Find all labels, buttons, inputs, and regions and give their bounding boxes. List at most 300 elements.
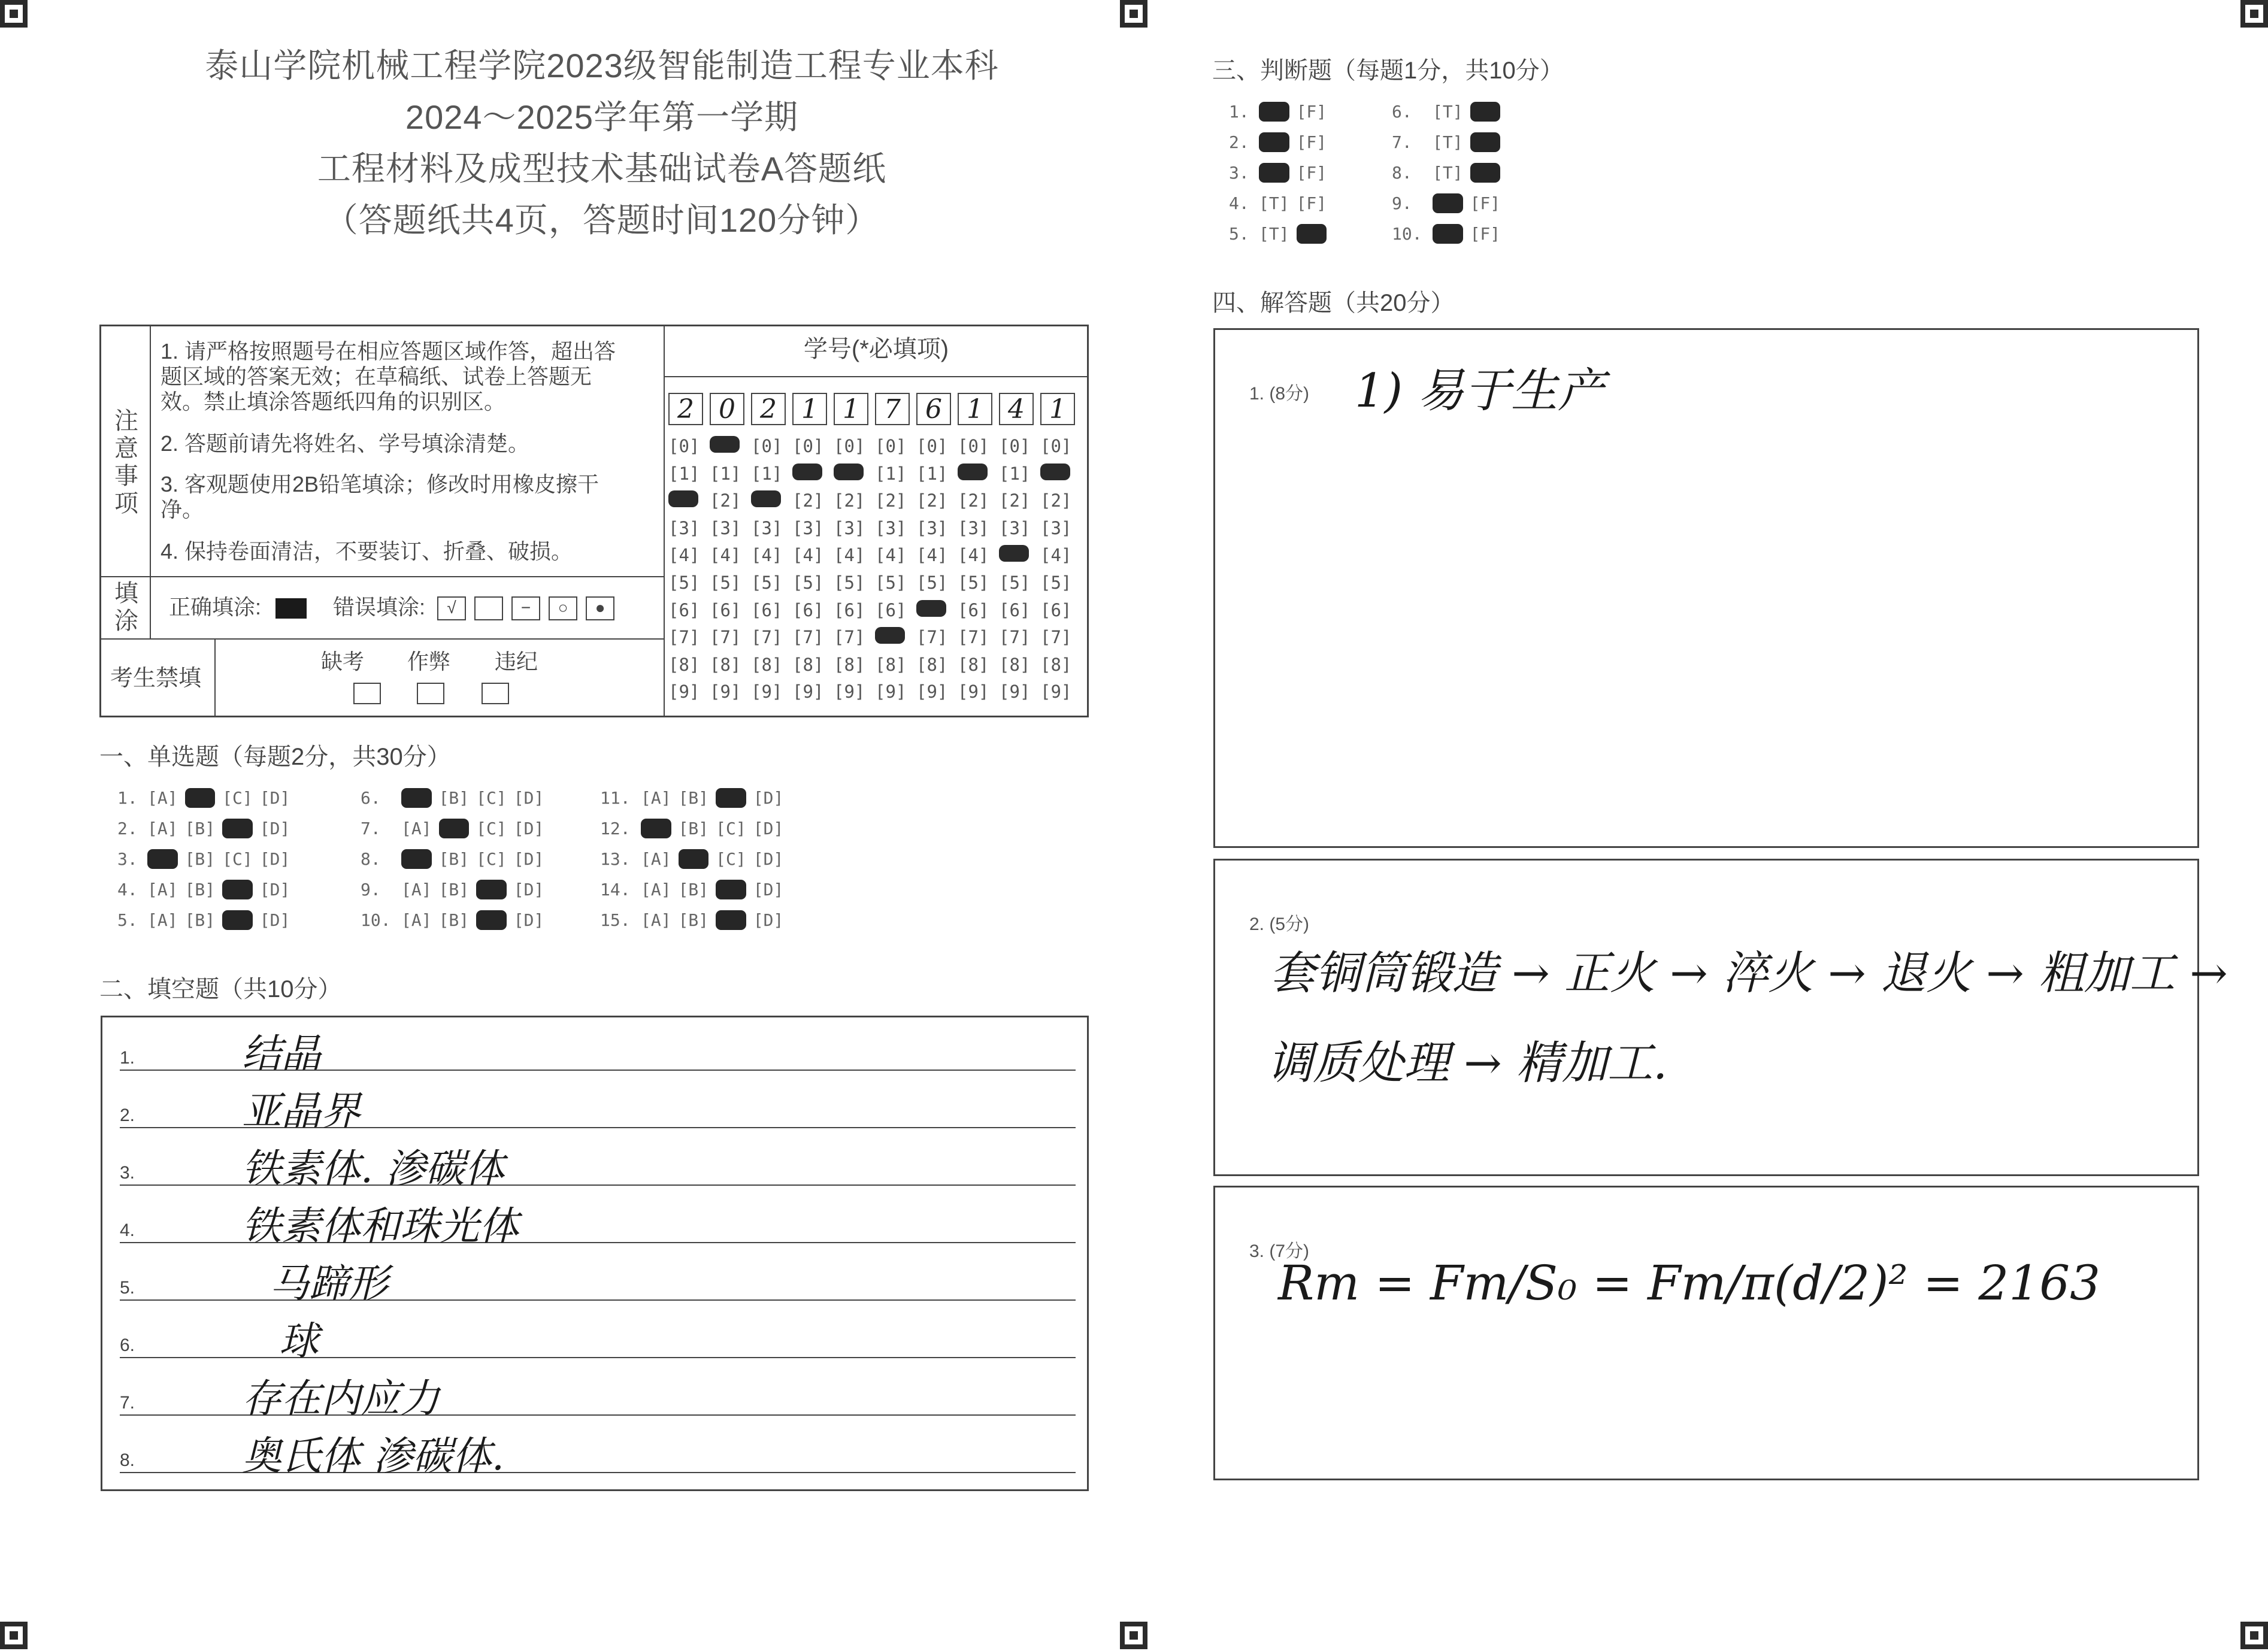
question-number: 9. [361,880,381,899]
blank-answer-handwriting: 结晶 [242,1031,321,1077]
student-id-bubble-filled[interactable] [668,490,698,507]
choice-bubble[interactable]: [C] [716,819,746,838]
blank-line [120,1299,1076,1301]
question-number: 1. [117,788,138,808]
question-number: 15. [600,910,631,930]
blank-number: 8. [120,1450,135,1470]
forbid-label-divider [214,638,216,717]
choice-bubble[interactable]: [A] [147,819,178,838]
student-id-digit-cell: 2 [668,393,703,425]
wrong-fill-circle: ○ [549,596,577,620]
student-id-digit-cell: 1 [1040,393,1075,425]
choice-bubble-filled[interactable] [641,819,671,838]
choice-bubble[interactable]: [D] [259,880,290,899]
choice-bubble[interactable]: [A] [147,788,178,808]
single-choice-question [600,788,791,808]
student-id-bubble[interactable]: [5] [751,572,783,593]
student-id-bubble[interactable]: [0] [834,436,865,456]
corner-marker-bottom-left [0,1622,28,1649]
student-id-bubble[interactable]: [5] [916,572,948,593]
tf-bubble-filled[interactable] [1259,102,1289,122]
student-id-bubble[interactable]: [0] [916,436,948,456]
choice-bubble[interactable]: [D] [753,910,784,930]
choice-bubble[interactable]: [C] [476,819,507,838]
student-id-bubble[interactable]: [4] [710,545,741,566]
answer-2-handwriting-line2: 调质处理 → 精加工. [1267,1036,1668,1089]
answer-3-label: 3. (7分) [1249,1241,1310,1261]
forbid-option-cheat: 作弊 [407,649,451,674]
true-false-question [1392,163,1507,183]
student-id-bubble[interactable]: [4] [1040,545,1072,566]
choice-bubble[interactable]: [C] [476,849,507,869]
choice-bubble[interactable]: [C] [222,788,253,808]
short-answer-title: 四、解答题（共20分） [1212,290,1455,316]
choice-bubble[interactable]: [A] [401,910,432,930]
choice-bubble[interactable]: [D] [259,910,290,930]
student-id-bubble[interactable]: [3] [916,517,948,538]
student-id-bubble-filled[interactable] [999,545,1029,562]
question-number: 1. [1229,102,1249,122]
student-id-bubble[interactable]: [2] [958,490,989,511]
student-id-bubble[interactable]: [3] [1040,517,1072,538]
blank-answer-handwriting: 马蹄形 [270,1261,388,1307]
answer-box-3 [1213,1186,2199,1480]
student-id-bubble[interactable]: [4] [668,545,700,566]
choice-bubble-filled[interactable] [679,849,709,869]
student-id-bubble[interactable]: [5] [792,572,824,593]
student-id-bubble[interactable]: [5] [999,572,1031,593]
blank-line [120,1357,1076,1358]
student-id-bubble[interactable]: [0] [1040,436,1072,456]
question-number: 6. [361,788,381,808]
single-choice-question [600,819,791,838]
student-id-bubble[interactable]: [9] [958,681,989,702]
true-false-title: 三、判断题（每题1分，共10分） [1212,57,1564,84]
tf-bubble[interactable]: [T] [1259,224,1289,244]
student-id-bubble[interactable]: [8] [710,654,741,675]
student-id-bubble[interactable]: [6] [834,599,865,620]
notice-label-divider [150,325,151,638]
blank-answer-handwriting: 亚晶界 [242,1088,361,1134]
choice-bubble[interactable]: [C] [716,849,746,869]
student-id-bubble[interactable]: [4] [875,545,907,566]
student-id-bubble[interactable]: [6] [792,599,824,620]
student-id-bubble[interactable]: [3] [792,517,824,538]
choice-bubble-filled[interactable] [222,819,253,838]
single-choice-question [361,849,551,869]
student-id-bubble[interactable]: [3] [875,517,907,538]
student-id-bubble[interactable]: [8] [792,654,824,675]
choice-bubble[interactable]: [B] [438,788,470,808]
student-id-bubble[interactable]: [9] [792,681,824,702]
answer-2-handwriting-line1: 套铜筒锻造 → 正火 → 淬火 → 退火 → 粗加工 → [1270,946,2228,999]
question-number: 13. [600,849,631,869]
student-id-bubble[interactable]: [3] [710,517,741,538]
student-id-bubble[interactable]: [2] [710,490,741,511]
choice-bubble[interactable]: [B] [678,819,709,838]
question-number: 2. [1229,132,1249,152]
choice-bubble[interactable]: [A] [641,880,671,899]
student-id-bubble-filled[interactable] [792,464,822,480]
question-number: 2. [117,819,138,838]
question-number: 3. [117,849,138,869]
student-id-bubble[interactable]: [8] [958,654,989,675]
tf-bubble[interactable]: [T] [1433,132,1463,152]
choice-bubble-filled[interactable] [476,880,507,899]
choice-bubble[interactable]: [A] [401,819,432,838]
student-id-digit-cell: 0 [710,393,744,425]
student-id-bubble[interactable]: [9] [834,681,865,702]
blank-number: 6. [120,1335,135,1355]
student-id-bubble-filled[interactable] [1040,464,1070,480]
wrong-fill-dash: − [511,596,540,620]
blank-answer-handwriting: 铁素体和珠光体 [242,1203,519,1249]
choice-bubble[interactable]: [B] [184,849,216,869]
question-number: 4. [117,880,138,899]
choice-bubble-filled[interactable] [222,910,253,930]
forbid-checkbox-violation[interactable] [482,683,509,704]
student-id-bubble[interactable]: [2] [834,490,865,511]
notice-item-2: 2. 答题前请先将姓名、学号填涂清楚。 [161,431,530,456]
student-id-bubble[interactable]: [5] [958,572,989,593]
true-false-question [1229,132,1334,152]
question-number: 4. [1229,193,1249,213]
student-id-bubble[interactable]: [9] [710,681,741,702]
student-id-bubble[interactable]: [9] [751,681,783,702]
choice-bubble[interactable]: [A] [641,788,671,808]
true-false-question [1229,163,1334,183]
tf-bubble-filled[interactable] [1297,224,1327,244]
choice-bubble[interactable]: [A] [147,880,178,899]
forbid-checkbox-cheat[interactable] [417,683,444,704]
choice-bubble-filled[interactable] [185,788,216,808]
notice-row-divider-2 [99,638,664,640]
student-id-bubble[interactable]: [8] [751,654,783,675]
student-id-bubble[interactable]: [4] [958,545,989,566]
choice-bubble[interactable]: [A] [641,849,671,869]
student-id-bubble[interactable]: [7] [958,627,989,648]
tf-bubble-filled[interactable] [1259,132,1289,152]
tf-bubble[interactable]: [T] [1433,163,1463,183]
tf-bubble-filled[interactable] [1259,163,1289,183]
fill-label-char: 填 [114,580,138,607]
student-id-bubble[interactable]: [3] [751,517,783,538]
single-choice-question [361,880,551,899]
student-id-bubble[interactable]: [2] [999,490,1031,511]
blank-number: 5. [120,1278,135,1298]
choice-bubble[interactable]: [D] [513,880,544,899]
choice-bubble[interactable]: [D] [753,788,784,808]
choice-bubble[interactable]: [B] [438,880,470,899]
student-id-bubble[interactable]: [8] [999,654,1031,675]
student-id-bubble[interactable]: [1] [999,463,1031,484]
student-id-bubble[interactable]: [5] [875,572,907,593]
single-choice-question [117,880,297,899]
answer-1-label: 1. (8分) [1249,384,1310,404]
question-number: 8. [1392,163,1412,183]
choice-bubble[interactable]: [D] [259,788,290,808]
wrong-fill-dot: ● [586,596,614,620]
single-choice-question [117,849,297,869]
blank-number: 7. [120,1393,135,1413]
student-id-bubble[interactable]: [4] [916,545,948,566]
corner-marker-bottom-right [2240,1622,2268,1649]
student-id-bubble[interactable]: [1] [710,463,741,484]
forbid-checkbox-absent[interactable] [353,683,381,704]
blank-number: 1. [120,1048,135,1068]
answer-1-handwriting: 1) 易于生产 [1355,364,1604,418]
choice-bubble[interactable]: [A] [401,880,432,899]
answer-3-handwriting: Rm = Fm/S₀ = Fm/π(d/2)² = 2163 [1278,1255,2101,1311]
exam-term-title: 2024～2025学年第一学期 [405,98,799,136]
choice-bubble-filled[interactable] [401,788,432,808]
student-id-bubble[interactable]: [7] [916,627,948,648]
choice-bubble-filled[interactable] [147,849,178,869]
student-id-digit-cell: 1 [834,393,868,425]
tf-bubble[interactable]: [F] [1296,102,1327,122]
choice-bubble[interactable]: [D] [513,910,544,930]
exam-info-title: （答题纸共4页，答题时间120分钟） [324,201,880,239]
question-number: 7. [1392,132,1412,152]
student-id-bubble[interactable]: [8] [1040,654,1072,675]
student-id-bubble[interactable]: [6] [875,599,907,620]
student-id-bubble[interactable]: [1] [875,463,907,484]
blank-answer-handwriting: 存在内应力 [242,1376,440,1422]
student-id-bubble-filled[interactable] [916,600,946,617]
student-id-bubble[interactable]: [5] [1040,572,1072,593]
tf-bubble[interactable]: [F] [1296,132,1327,152]
answer-box-2 [1213,859,2199,1176]
tf-bubble-filled[interactable] [1433,224,1463,244]
student-id-bubble[interactable]: [5] [834,572,865,593]
student-id-bubble-filled[interactable] [958,464,988,480]
student-id-title: 学号(*必填项) [803,336,949,362]
notice-label-char: 事 [114,463,138,489]
student-id-digit-cell: 1 [792,393,827,425]
student-id-bubble[interactable]: [0] [751,436,783,456]
tf-bubble-filled[interactable] [1470,163,1501,183]
choice-bubble[interactable]: [D] [259,849,290,869]
choice-bubble[interactable]: [D] [753,849,784,869]
forbid-option-violation: 违纪 [495,649,538,674]
choice-bubble[interactable]: [D] [753,819,784,838]
question-number: 3. [1229,163,1249,183]
choice-bubble-filled[interactable] [476,910,507,930]
fill-label [113,580,140,635]
choice-bubble[interactable]: [B] [438,910,470,930]
correct-fill-example [275,598,307,619]
student-id-bubble[interactable]: [8] [668,654,700,675]
fill-label-char: 涂 [114,608,138,634]
blank-number: 4. [120,1220,135,1240]
student-id-bubble[interactable]: [9] [1040,681,1072,702]
choice-bubble-filled[interactable] [716,910,746,930]
single-choice-question [117,819,297,838]
choice-bubble-filled[interactable] [401,849,432,869]
true-false-question [1392,102,1507,122]
choice-bubble[interactable]: [D] [753,880,784,899]
question-number: 14. [600,880,631,899]
corner-marker-bottom-middle [1120,1622,1147,1649]
student-id-bubble[interactable]: [9] [875,681,907,702]
true-false-question [1392,132,1507,152]
correct-fill-label: 正确填涂: [169,595,262,619]
wrong-fill-check: √ [437,596,466,620]
student-id-bubble[interactable]: [3] [668,517,700,538]
notice-label-char: 项 [114,490,138,517]
single-choice-question [600,849,791,869]
student-id-bubble[interactable]: [4] [751,545,783,566]
student-id-bubble-filled[interactable] [875,627,905,644]
student-id-bubble[interactable]: [0] [668,436,700,456]
student-id-bubble[interactable]: [6] [668,599,700,620]
forbid-label: 考生禁填 [110,666,202,691]
student-id-bubble[interactable]: [6] [1040,599,1072,620]
wrong-fill-partial [474,596,503,620]
student-id-bubble[interactable]: [1] [916,463,948,484]
single-choice-question [600,880,791,899]
student-id-bubble[interactable]: [7] [710,627,741,648]
notice-row-divider-1 [99,576,664,577]
choice-bubble[interactable]: [B] [678,788,709,808]
student-id-bubble-filled[interactable] [751,490,781,507]
corner-marker-top-left [0,0,28,28]
choice-bubble[interactable]: [C] [476,788,507,808]
blank-number: 2. [120,1105,135,1125]
tf-bubble[interactable]: [F] [1296,193,1327,213]
exam-school-title: 泰山学院机械工程学院2023级智能制造工程专业本科 [205,47,999,84]
student-id-bubble[interactable]: [0] [875,436,907,456]
notice-label-char: 意 [114,435,138,462]
question-number: 11. [600,788,631,808]
student-id-bubble[interactable]: [4] [792,545,824,566]
corner-marker-top-right [2240,0,2268,28]
true-false-question [1229,102,1334,122]
student-id-bubble[interactable]: [6] [999,599,1031,620]
student-id-bubble[interactable]: [1] [668,463,700,484]
choice-bubble[interactable]: [D] [513,819,544,838]
single-choice-question [361,910,551,930]
student-id-bubble[interactable]: [3] [999,517,1031,538]
tf-bubble[interactable]: [F] [1470,193,1501,213]
student-id-bubble[interactable]: [3] [834,517,865,538]
choice-bubble[interactable]: [D] [259,819,290,838]
choice-bubble[interactable]: [B] [678,880,709,899]
student-id-bubble[interactable]: [3] [958,517,989,538]
student-id-bubble[interactable]: [8] [916,654,948,675]
fill-blank-title: 二、填空题（共10分） [99,976,342,1002]
student-id-bubble[interactable]: [2] [875,490,907,511]
student-id-bubble[interactable]: [8] [875,654,907,675]
student-id-bubble[interactable]: [7] [668,627,700,648]
tf-bubble[interactable]: [T] [1433,102,1463,122]
student-id-bubble-filled[interactable] [710,436,740,453]
forbid-option-absent: 缺考 [321,649,365,674]
student-id-bubble[interactable]: [7] [1040,627,1072,648]
answer-2-label: 2. (5分) [1249,914,1310,934]
student-id-digit-cell: 7 [875,393,910,425]
choice-bubble[interactable]: [B] [184,910,216,930]
student-id-bubble[interactable]: [6] [751,599,783,620]
blank-number: 3. [120,1163,135,1183]
true-false-question [1229,224,1334,244]
student-id-bubble[interactable]: [6] [710,599,741,620]
question-number: 10. [361,910,391,930]
choice-bubble[interactable]: [C] [222,849,253,869]
question-number: 9. [1392,193,1412,213]
student-id-bubble[interactable]: [9] [999,681,1031,702]
student-id-bubble[interactable]: [5] [668,572,700,593]
choice-bubble[interactable]: [B] [184,819,216,838]
student-id-digit-cell: 2 [751,393,786,425]
notice-item-1: 1. 请严格按照题号在相应答题区域作答，超出答题区域的答案无效；在草稿纸、试卷上答题无效。禁止填涂答题纸四角的识别区。 [161,339,616,414]
student-id-bubble[interactable]: [9] [916,681,948,702]
blank-answer-handwriting: 铁素体. 渗碳体 [242,1146,504,1192]
student-id-bubble[interactable]: [9] [668,681,700,702]
notice-item-4: 4. 保持卷面清洁，不要装订、折叠、破损。 [161,539,573,564]
student-id-digit-cell: 6 [916,393,951,425]
student-id-bubble[interactable]: [6] [958,599,989,620]
question-number: 8. [361,849,381,869]
student-id-bubble[interactable]: [0] [958,436,989,456]
choice-bubble-filled[interactable] [716,880,746,899]
blank-answer-handwriting: 奥氏体 渗碳体. [242,1433,504,1479]
choice-bubble[interactable]: [A] [147,910,178,930]
student-id-bubble[interactable]: [2] [916,490,948,511]
choice-bubble[interactable]: [D] [513,849,544,869]
student-id-bubble[interactable]: [8] [834,654,865,675]
student-id-bubble[interactable]: [5] [710,572,741,593]
student-id-bubble-filled[interactable] [834,464,864,480]
tf-bubble[interactable]: [T] [1259,193,1289,213]
student-id-bubble[interactable]: [2] [1040,490,1072,511]
tf-bubble[interactable]: [F] [1470,224,1501,244]
choice-bubble-filled[interactable] [439,819,470,838]
true-false-question [1392,224,1507,244]
single-choice-question [117,788,297,808]
student-id-bubble[interactable]: [7] [792,627,824,648]
question-number: 10. [1392,224,1422,244]
single-choice-question [361,819,551,838]
fill-example-row [169,593,660,622]
choice-bubble[interactable]: [B] [438,849,470,869]
choice-bubble[interactable]: [B] [678,910,709,930]
tf-bubble-filled[interactable] [1433,193,1463,213]
choice-bubble-filled[interactable] [222,880,253,899]
student-id-bubble[interactable]: [1] [751,463,783,484]
notice-label [113,407,140,517]
choice-bubble[interactable]: [D] [513,788,544,808]
student-id-bubble[interactable]: [2] [792,490,824,511]
single-choice-question [361,788,551,808]
tf-bubble-filled[interactable] [1470,132,1501,152]
choice-bubble[interactable]: [B] [184,880,216,899]
student-id-bubble[interactable]: [4] [834,545,865,566]
tf-bubble-filled[interactable] [1470,102,1501,122]
student-id-bubble[interactable]: [7] [834,627,865,648]
notice-item-3: 3. 客观题使用2B铅笔填涂；修改时用橡皮擦干净。 [161,472,599,522]
corner-marker-top-middle [1120,0,1147,28]
choice-bubble[interactable]: [A] [641,910,671,930]
tf-bubble[interactable]: [F] [1296,163,1327,183]
question-number: 6. [1392,102,1412,122]
student-id-bubble[interactable]: [7] [751,627,783,648]
student-id-bubble[interactable]: [0] [792,436,824,456]
question-number: 12. [600,819,631,838]
student-id-bubble[interactable]: [7] [999,627,1031,648]
student-id-bubble[interactable]: [0] [999,436,1031,456]
choice-bubble-filled[interactable] [716,788,746,808]
